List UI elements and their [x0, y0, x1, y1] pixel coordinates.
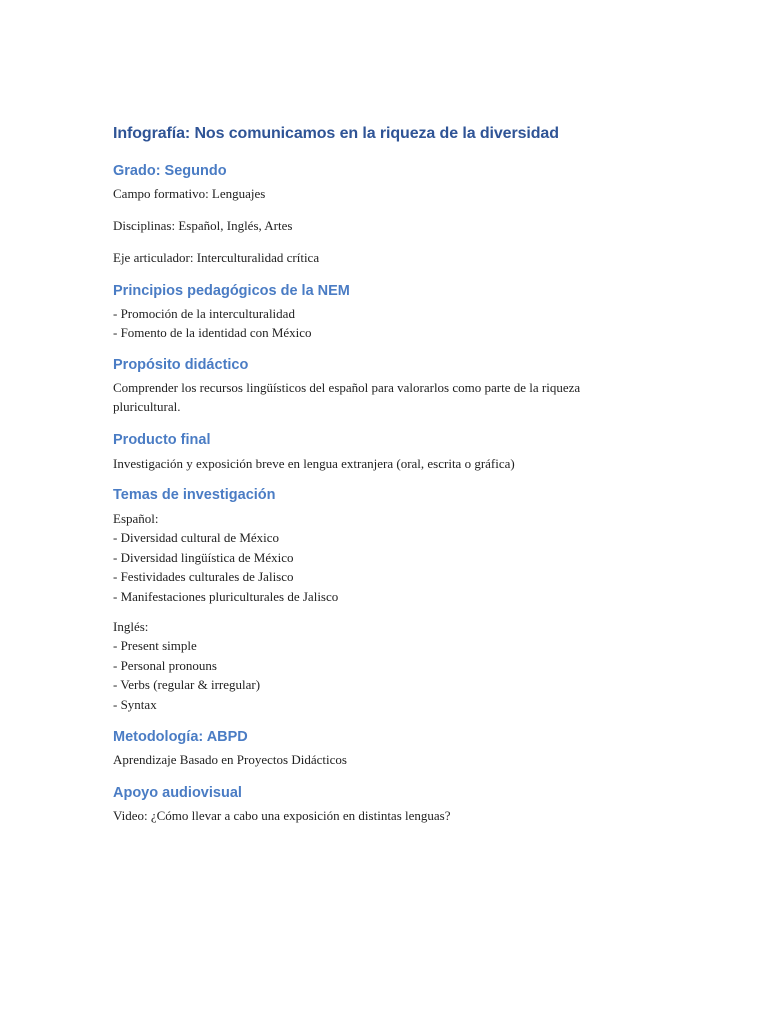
proposito-text [113, 378, 580, 417]
eje-articulador-text: Eje articulador: Interculturalidad crítica [113, 250, 320, 265]
list-label: Inglés: [113, 619, 149, 634]
list-item: - Manifestaciones pluriculturales de Jalisco [113, 588, 339, 604]
proposito-line: Comprender los recursos lingüísticos del español para valorarlos como parte de la riqueza [113, 380, 581, 395]
temas-espanol-list [113, 509, 338, 606]
list-item: - Verbs (regular & irregular) [113, 677, 261, 693]
disciplinas-text: Disciplinas: Español, Inglés, Artes [113, 218, 293, 233]
document-title: Infografía: Nos comunicamos en la riqueza de la diversidad [113, 125, 559, 142]
section-heading-grado: Grado: Segundo [113, 163, 227, 179]
producto-text: Investigación y exposición breve en lengua extranjera (oral, escrita o gráfica) [113, 456, 515, 471]
list-item: - Present simple [113, 638, 197, 654]
list-item: - Personal pronouns [113, 657, 217, 673]
section-heading-producto: Producto final [113, 432, 211, 448]
list-item: - Syntax [113, 696, 157, 712]
principios-list [113, 304, 312, 343]
section-heading-temas: Temas de investigación [113, 487, 276, 503]
section-heading-principios: Principios pedagógicos de la NEM [113, 283, 350, 299]
list-label: Español: [113, 511, 159, 526]
section-heading-metodologia: Metodología: ABPD [113, 729, 248, 745]
list-item: - Promoción de la interculturalidad [113, 306, 295, 321]
list-item: - Festividades culturales de Jalisco [113, 569, 294, 585]
proposito-line: pluricultural. [113, 399, 181, 415]
list-item: - Diversidad lingüística de México [113, 549, 294, 565]
campo-formativo-text: Campo formativo: Lenguajes [113, 186, 266, 201]
section-heading-apoyo: Apoyo audiovisual [113, 785, 242, 801]
apoyo-text: Video: ¿Cómo llevar a cabo una exposición en distintas lenguas? [113, 808, 451, 823]
list-item: - Diversidad cultural de México [113, 530, 280, 546]
list-item: - Fomento de la identidad con México [113, 325, 312, 341]
temas-ingles-list [113, 617, 260, 714]
metodologia-text: Aprendizaje Basado en Proyectos Didácticos [113, 752, 347, 767]
section-heading-proposito: Propósito didáctico [113, 357, 249, 373]
